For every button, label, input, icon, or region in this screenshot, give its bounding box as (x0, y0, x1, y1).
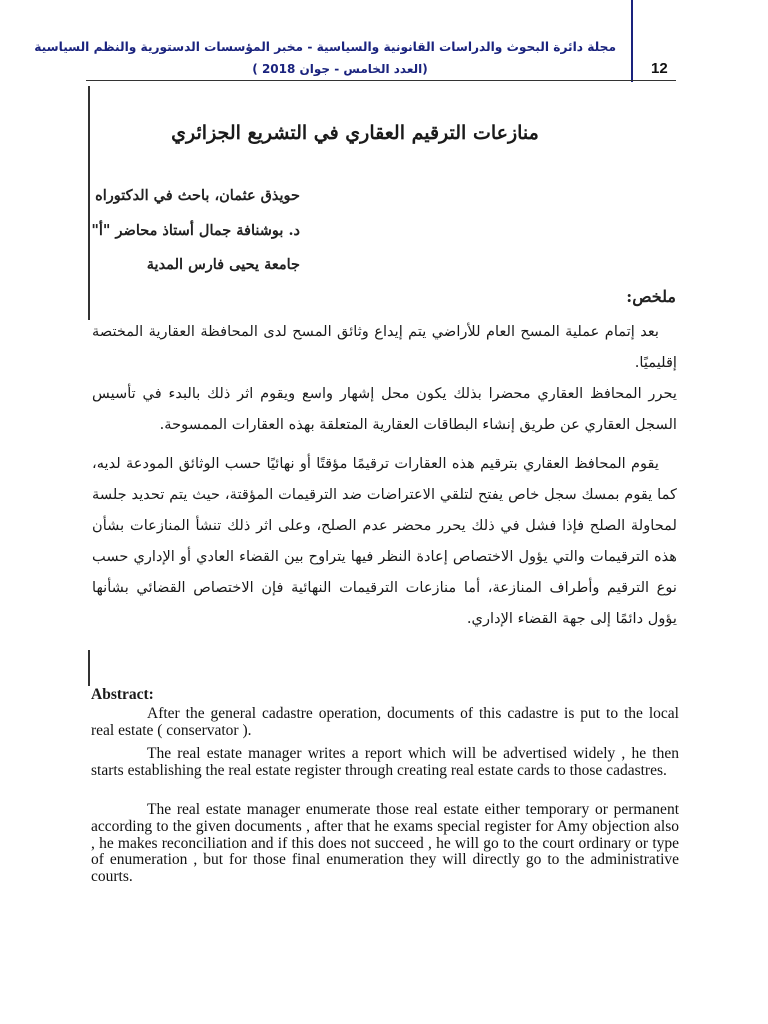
abstract-paragraph-3-text: The real estate manager enumerate those real estate either temporary or permanent according to the given documents , after that he exams special register for Amy objection also , he makes reconciliation and if this does not succeed , he will go to the court ordinary or type of enumeration , but for those final enumeration they will directly go to the administrative courts. (91, 801, 679, 886)
margin-bar-top (88, 86, 90, 286)
abstract-paragraph-2-text: The real estate manager writes a report which will be advertised widely , he then starts establishing the real estate register through creating real estate cards to those cadastres. (91, 745, 679, 779)
abstract-paragraph-3 (91, 802, 679, 886)
abstract-paragraph-2 (91, 746, 679, 780)
author-line-2: د. بوشنافة جمال أستاذ محاضر "أ" (91, 222, 300, 239)
page-number: 12 (651, 60, 668, 77)
abstract-heading: Abstract: (91, 686, 154, 703)
affiliation: جامعة يحيى فارس المدية (146, 256, 300, 273)
abstract-paragraph-1 (91, 706, 679, 740)
summary-paragraph-1: بعد إتمام عملية المسح العام للأراضي يتم إيداع وثائق المسح لدى المحافظة العقارية المختصة إقليميًا. (92, 323, 677, 371)
summary-heading: ملخص: (626, 287, 676, 306)
header-divider (86, 80, 676, 81)
summary-paragraph-3: يقوم المحافظ العقاري بترقيم هذه العقارات ترقيمًا مؤقتًا أو نهائيًا حسب الوثائق المودعة لديه، كما يقوم بمسك سجل خاص يفتح لتلقي الاعتراضات ضد الترقيمات المؤقتة، حيث يتم تحديد جلسة لمحاولة الصلح فإذا فشل في ذلك يحرر محضر عدم الصلح، وعلى اثر ذلك تنشأ المنازعات بشأن هذه الترقيمات والتي يؤول الاختصاص إعادة النظر فيها يتراوح بين القضاء العادي أو الإداري حسب نوع الترقيم وأطراف المنازعة، أما منازعات الترقيمات النهائية فإن الاختصاص القضائي بشأنها يؤول دائمًا إلى جهة القضاء الإداري. (92, 455, 677, 627)
header-vertical-rule (631, 0, 633, 82)
article-title: منازعات الترقيم العقاري في التشريع الجزائري (171, 122, 539, 144)
margin-bar-bottom (88, 650, 90, 686)
author-line-1: حويذق عثمان، باحث في الدكتوراه (95, 187, 300, 204)
margin-bar-mid (88, 282, 90, 320)
abstract-paragraph-1-text: After the general cadastre operation, documents of this cadastre is put to the local real estate ( conservator ). (91, 705, 679, 739)
summary-paragraph-2: يحرر المحافظ العقاري محضرا بذلك يكون محل إشهار واسع ويقوم اثر ذلك بالبدء في تأسيس السجل العقاري عن طريق إنشاء البطاقات العقارية المتعلقة بهذه العقارات الممسوحة. (92, 385, 677, 433)
journal-title: مجلة دائرة البحوث والدراسات القانونية والسياسية - مخبر المؤسسات الدستورية والنظم السياسية (34, 40, 616, 54)
issue-label: (العدد الخامس - جوان 2018 ) (252, 62, 428, 76)
